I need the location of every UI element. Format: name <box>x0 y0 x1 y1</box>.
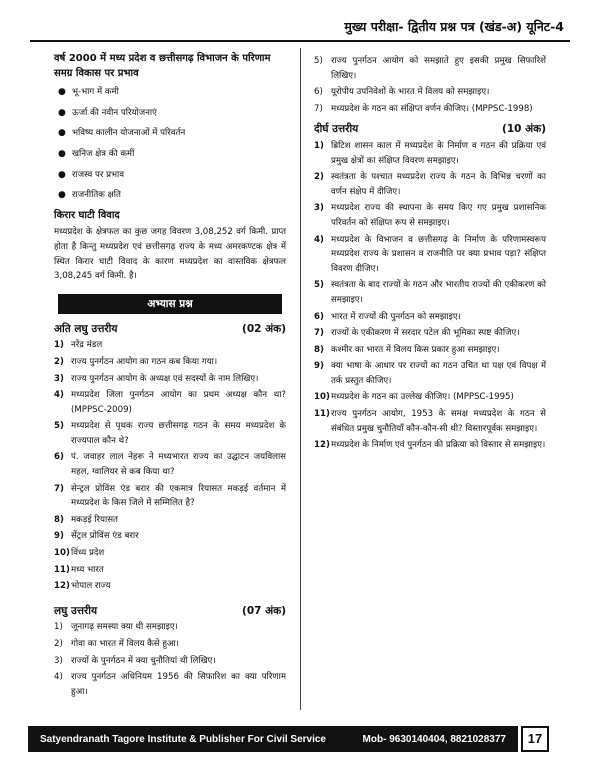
impact-list <box>54 85 286 203</box>
question-text: पं. जवाहर लाल नेहरू ने मध्यभारत राज्य का उद्घाटन जयविलास महल, ग्वालियर से कब किया था? <box>71 452 286 478</box>
bullet-item <box>58 188 286 203</box>
question-item <box>54 482 286 511</box>
question-text: सेंट्रल प्रोविंस एंड बरार <box>71 531 139 542</box>
question-text: राज्य पुनर्गठन आयोग, 1953 के समक्ष मध्यप्रदेश के गठन से संबंधित प्रमुख चुनौतियाँ कौन-कौन-सी थी? विस्तारपूर्वक समझाइए। <box>331 409 546 434</box>
question-item <box>54 563 286 578</box>
right-column <box>314 52 546 453</box>
question-item <box>54 620 286 635</box>
question-text: मध्य भारत <box>71 564 104 575</box>
short-heading <box>54 604 286 619</box>
question-item <box>54 355 286 370</box>
bullet-text: भविष्य कालीन योजनाओं में परिवर्तन <box>72 128 186 139</box>
question-number: 10) <box>54 548 70 559</box>
question-text: मध्यप्रदेश जिला पुनर्गठन आयोग का प्रथम अध्यक्ष कौन था? (MPPSC-2009) <box>71 390 286 415</box>
question-number: 9) <box>54 531 64 542</box>
question-item <box>314 201 546 230</box>
bullet-item <box>58 106 286 121</box>
bullet-item <box>58 168 286 183</box>
question-text: राज्यों के एकीकरण में सरदार पटेल की भूमिका स्पष्ट कीजिए। <box>331 328 520 339</box>
bullet-text: राजनीतिक क्षति <box>72 190 121 201</box>
question-text: भारत में राज्यों की पुनर्गठन को समझाइए। <box>331 311 461 322</box>
question-text: मध्यप्रदेश के विभाजन व छत्तीसगढ़ के निर्माण के परिणामस्वरूप मध्यप्रदेश राज्य के प्रशासन व राजनीति पर क्या प्रभाव पड़ा? संक्षिप्त विवरण दीजिए। <box>331 234 546 274</box>
question-number: 4) <box>54 672 63 683</box>
bullet-text: भू-भाग में कमी <box>72 87 119 98</box>
question-number: 10) <box>314 392 330 403</box>
very-short-title: अति लघु उत्तरीय <box>54 322 118 335</box>
left-column <box>54 52 286 699</box>
question-text: भोपाल राज्य <box>71 581 111 592</box>
question-item <box>314 278 546 307</box>
question-item <box>54 450 286 479</box>
question-number: 3) <box>54 373 64 384</box>
bullet-icon: ● <box>58 190 66 201</box>
bullet-icon: ● <box>58 87 66 98</box>
question-number: 6) <box>314 311 324 322</box>
dispute-paragraph: मध्यप्रदेश के क्षेत्रफल का कुछ जगह विवरण 3,08,252 वर्ग किमी. प्राप्त होता है किन्तु मध्यप्रदेश एवं छत्तीसगढ़ राज्य के मध्य अमरकण्टक क्षेत्र में स्थित किरार घाटी विवाद के कारण मध्यप्रदेश का वास्तविक क्षेत्रफल 3,08,245 वर्ग किमी. है। <box>54 227 286 282</box>
bullet-item <box>58 126 286 141</box>
bullet-item <box>58 147 286 162</box>
question-item <box>314 310 546 325</box>
bullet-item <box>58 85 286 100</box>
question-text: मध्यप्रदेश के गठन का संक्षिप्त वर्णन कीजिए। (MPPSC-1998) <box>331 103 533 114</box>
question-number: 1) <box>54 622 63 633</box>
very-short-list <box>54 338 286 594</box>
question-text: मध्यप्रदेश के निर्माण एवं पुनर्गठन की प्रक्रिया को विस्तार से समझाइए। <box>331 440 546 451</box>
column-divider <box>300 48 301 710</box>
impact-heading: वर्ष 2000 में मध्य प्रदेश व छत्तीसगढ़ विभाजन के परिणाम समग्र विकास पर प्रभाव <box>54 53 271 79</box>
question-text: मध्यप्रदेश से पृथक राज्य छत्तीसगढ़ गठन के समय मध्यप्रदेश के राज्यपाल कौन थे? <box>71 421 286 446</box>
question-item <box>314 438 546 453</box>
question-text: जूनागढ़ समस्या क्या थी समझाइए। <box>71 622 178 633</box>
question-number: 5) <box>314 280 324 291</box>
question-item <box>314 170 546 199</box>
bullet-text: ऊर्जा की नवीन परियोजनाएं <box>72 107 157 118</box>
question-text: राज्य पुनर्गठन आयोग को समझाते हुए इसकी प्रमुख सिफारिशें लिखिए। <box>331 56 546 81</box>
running-header: मुख्य परीक्षा- द्वितीय प्रश्न पत्र (खंड-अ) यूनिट-4 <box>344 19 564 34</box>
question-item <box>54 372 286 387</box>
question-item <box>54 419 286 448</box>
question-item <box>54 579 286 594</box>
question-item <box>314 233 546 277</box>
question-item <box>314 102 546 117</box>
question-item <box>314 359 546 388</box>
question-number: 2) <box>54 639 63 649</box>
question-text: मकड़ई रियासत <box>71 514 118 525</box>
question-number: 6) <box>314 87 323 98</box>
short-list <box>54 620 286 699</box>
question-text: कश्मीर का भारत में विलय किस प्रकार हुआ समझाइए। <box>331 344 500 355</box>
question-number: 3) <box>54 655 63 666</box>
question-item <box>54 546 286 561</box>
question-item <box>54 637 286 652</box>
question-number: 11) <box>314 409 330 420</box>
question-number: 12) <box>314 440 330 451</box>
bullet-icon: ● <box>58 169 66 180</box>
short-list-continued <box>314 54 546 116</box>
page-number: 17 <box>521 726 549 752</box>
question-number: 5) <box>314 56 323 66</box>
practice-banner: अभ्यास प्रश्न <box>58 294 282 314</box>
question-number: 6) <box>54 452 64 463</box>
bullet-text: राजस्व पर प्रभाव <box>72 169 125 180</box>
question-number: 2) <box>314 172 324 183</box>
question-item <box>314 139 546 168</box>
question-item <box>314 326 546 341</box>
question-item <box>314 343 546 358</box>
dispute-heading: किरार घाटी विवाद <box>54 209 120 221</box>
question-text: नरेंद्र मंडल <box>71 340 103 351</box>
question-item <box>54 388 286 417</box>
question-item <box>314 54 546 83</box>
question-number: 7) <box>314 103 323 114</box>
very-short-heading <box>54 322 286 337</box>
bullet-icon: ● <box>58 128 66 139</box>
question-text: स्वतंत्रता के बाद राज्यों के गठन और भारतीय राज्यों की एकीकरण को समझाइए। <box>331 280 546 305</box>
question-number: 12) <box>54 581 70 592</box>
question-item <box>54 654 286 669</box>
question-item <box>54 670 286 699</box>
question-number: 4) <box>54 390 64 401</box>
question-text: मध्यप्रदेश के गठन का उल्लेख कीजिए। (MPPSC-1995) <box>331 392 514 403</box>
question-text: गोवा का भारत में विलय कैसे हुआ। <box>71 639 179 649</box>
question-number: 1) <box>314 140 324 151</box>
question-item <box>314 85 546 100</box>
question-text: यूरोपीय उपनिवेशों के भारत में विलय को समझाइए। <box>331 87 490 98</box>
question-text: राज्य पुनर्गठन आयोग का गठन कब किया गया। <box>71 356 218 367</box>
question-item <box>54 513 286 528</box>
question-item <box>314 390 546 405</box>
very-short-marks: (02 अंक) <box>242 322 286 335</box>
publisher-name: Satyendranath Tagore Institute & Publisher For Civil Service <box>40 733 326 745</box>
question-number: 4) <box>314 234 324 245</box>
question-number: 5) <box>54 421 64 432</box>
footer-bar <box>28 726 518 752</box>
question-item <box>54 529 286 544</box>
question-number: 9) <box>314 361 324 372</box>
question-number: 2) <box>54 356 64 367</box>
bullet-text: खनिज क्षेत्र की कमीं <box>72 148 135 159</box>
long-title: दीर्घ उत्तरीय <box>314 123 359 136</box>
short-marks: (07 अंक) <box>242 604 286 617</box>
header-rule <box>30 40 570 42</box>
question-text: सेन्ट्रल प्रोविंस एंड बरार की एकमात्र रियासत मकड़ई वर्तमान में मध्यप्रदेश के किस जिले में सम्मिलित है? <box>71 483 286 509</box>
question-item <box>314 407 546 436</box>
bullet-icon: ● <box>58 148 66 159</box>
long-list <box>314 139 546 453</box>
question-text: मध्यप्रदेश राज्य की स्थापना के समय किए गए प्रमुख प्रशासनिक परिवर्तन को संक्षिप्त रूप से समझाइए। <box>331 203 546 228</box>
question-text: विंध्य प्रदेश <box>71 548 105 559</box>
question-item <box>54 338 286 353</box>
question-text: राज्य पुनर्गठन आयोग के अध्यक्ष एवं सदस्यों के नाम लिखिए। <box>71 373 259 384</box>
question-number: 7) <box>54 483 64 494</box>
question-text: स्वतंत्रता के पश्चात मध्यप्रदेश राज्य के गठन के विभिन्न चरणों का वर्णन संक्षेप में दीजिए। <box>331 172 546 197</box>
question-number: 8) <box>314 344 324 355</box>
question-number: 8) <box>54 514 64 525</box>
question-number: 7) <box>314 328 324 339</box>
short-title: लघु उत्तरीय <box>54 604 98 617</box>
contact-number: Mob- 9630140404, 8821028377 <box>362 733 506 745</box>
question-text: राज्य पुनर्गठन अधिनियम 1956 की सिफारिश का क्या परिणाम हुआ। <box>71 672 286 697</box>
long-heading <box>314 122 546 137</box>
question-number: 1) <box>54 340 64 351</box>
question-number: 11) <box>54 564 70 575</box>
question-text: ब्रिटिश शासन काल में मध्यप्रदेश के निर्माण व गठन की प्रक्रिया एवं प्रमुख क्षेत्रों का संक्षिप्त विवरण समझाइए। <box>331 140 546 166</box>
question-text: राज्यों के पुनर्गठन में क्या चुनौतियां थी लिखिए। <box>71 655 216 666</box>
question-number: 3) <box>314 203 324 214</box>
question-text: क्या भाषा के आधार पर राज्यों का गठन उचित था पक्ष एवं विपक्ष में तर्क प्रस्तुत कीजिए। <box>331 361 546 386</box>
long-marks: (10 अंक) <box>502 123 546 136</box>
bullet-icon: ● <box>58 107 66 118</box>
